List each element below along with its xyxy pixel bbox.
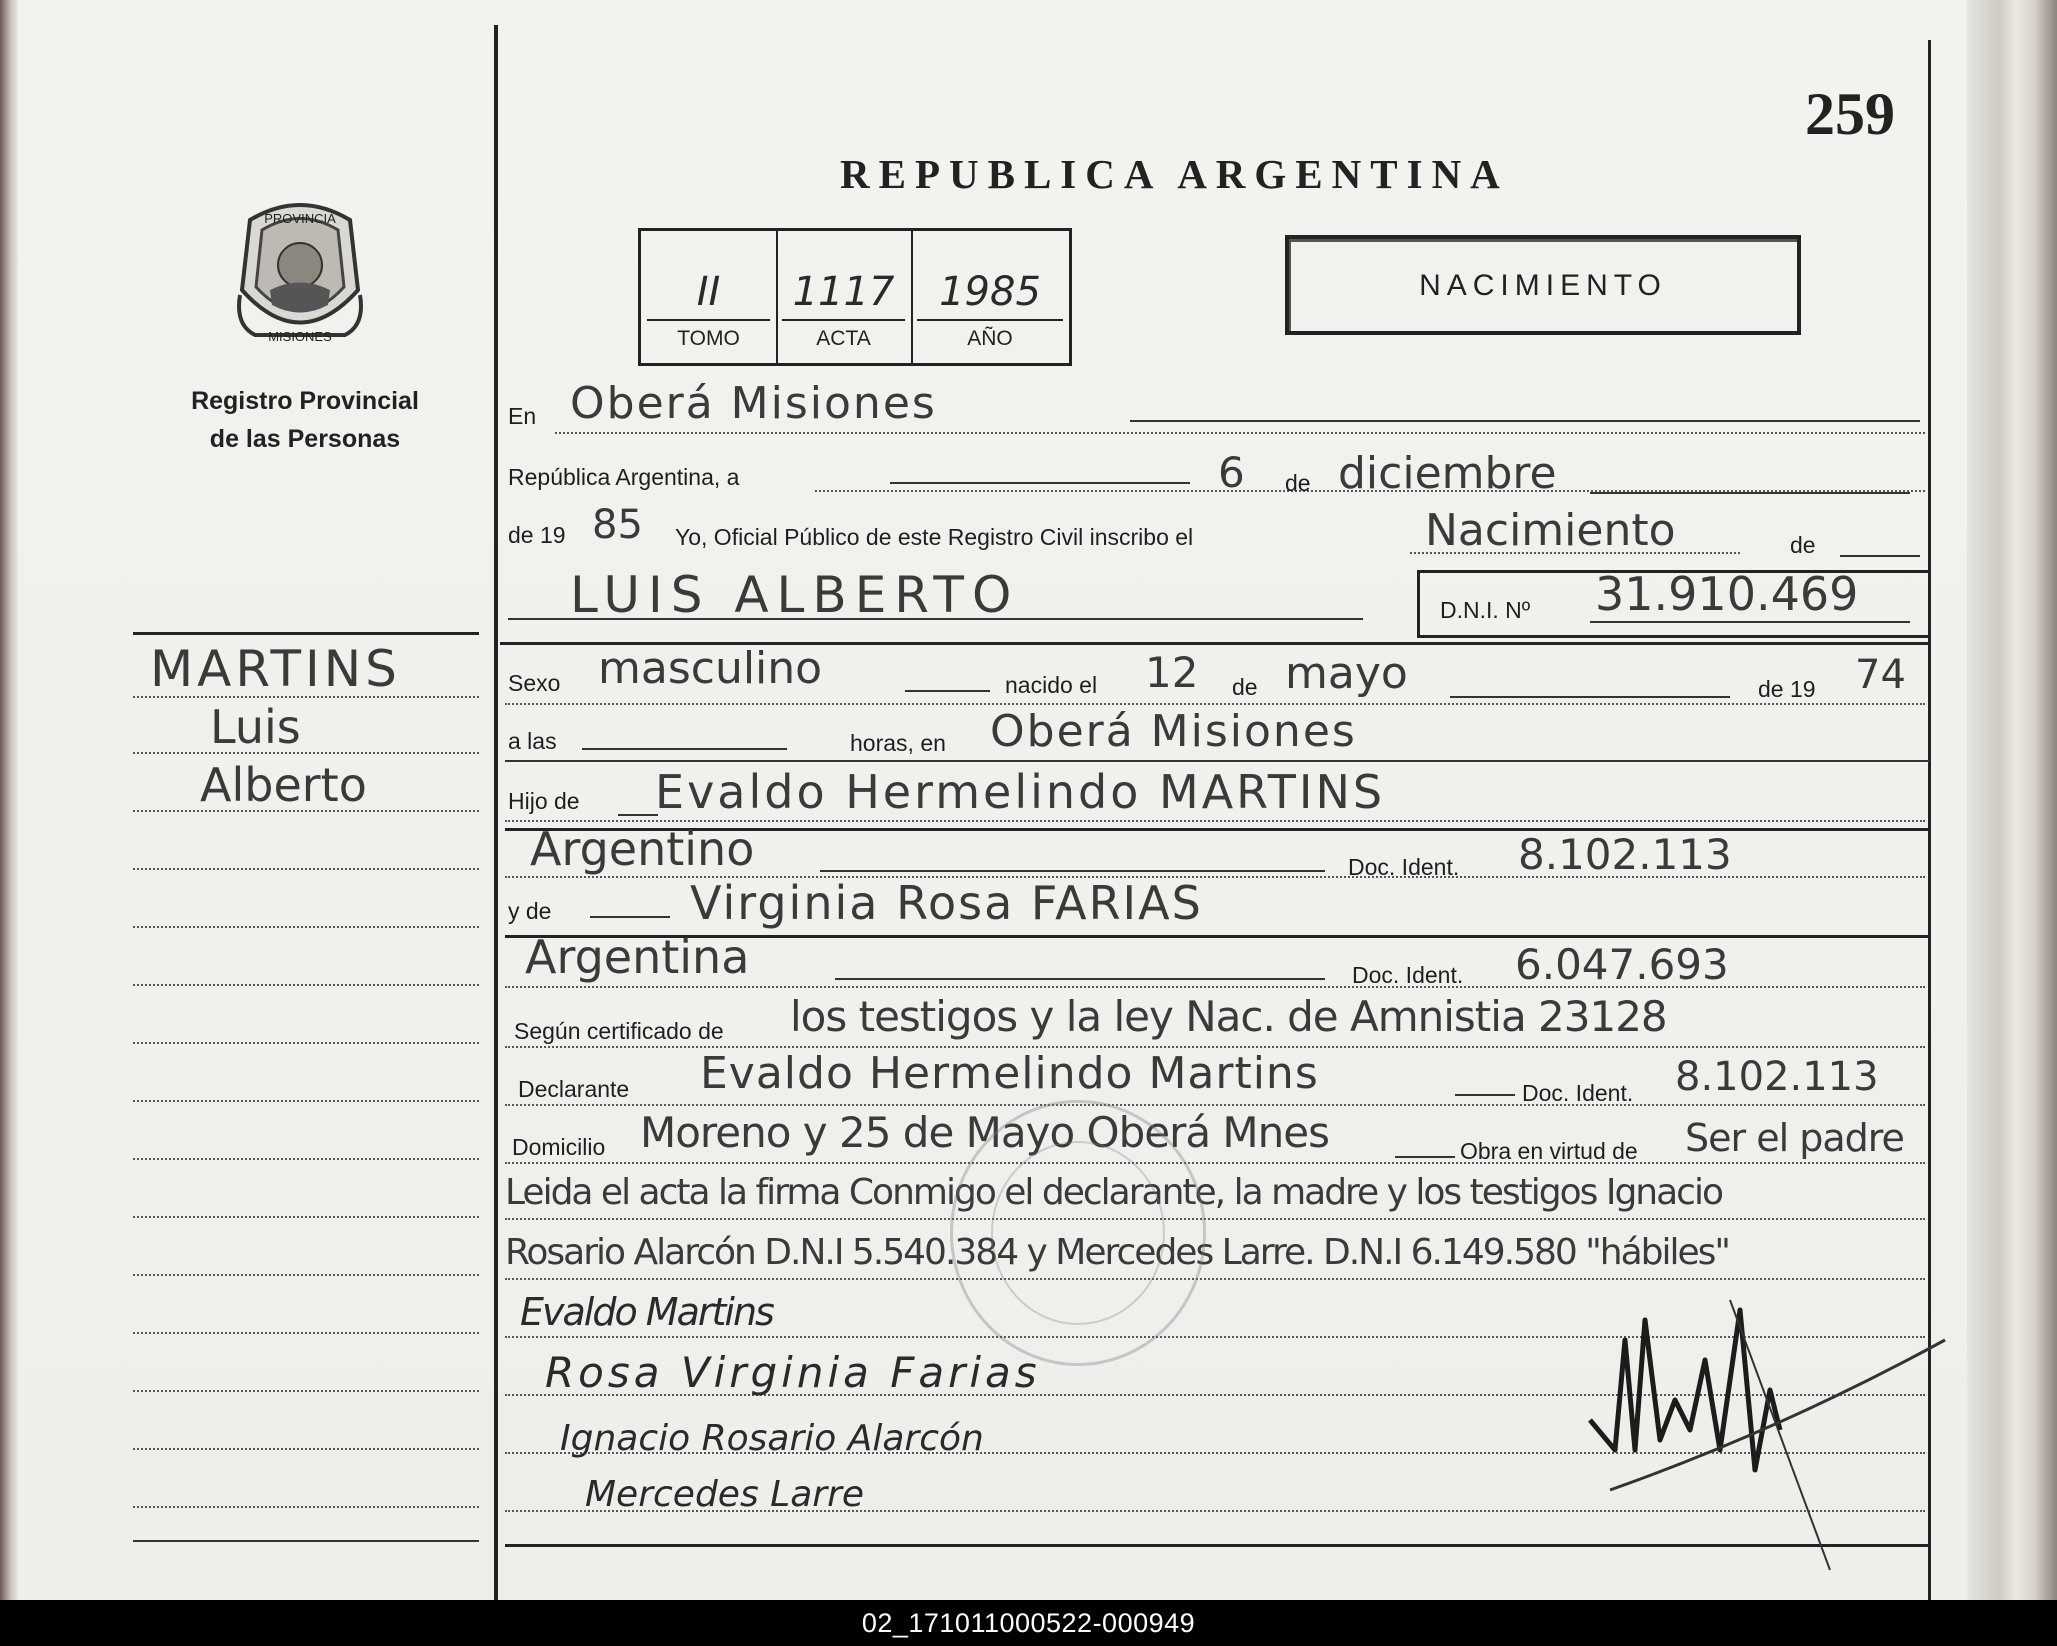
ruled-line xyxy=(505,1162,1925,1164)
ruled-line xyxy=(1590,492,1910,494)
registered-name: LUIS ALBERTO xyxy=(570,566,1020,624)
acta-cell xyxy=(776,231,913,363)
certificate-basis: los testigos y la ley Nac. de Amnistia 23128 xyxy=(790,992,1667,1041)
anio-cell xyxy=(911,231,1069,363)
seal-top-text: PROVINCIA xyxy=(264,211,336,226)
signature-declarant: Evaldo Martins xyxy=(520,1290,773,1334)
image-caption: 02_171011000522-000949 xyxy=(861,1608,1196,1638)
declarant-address: Moreno y 25 de Mayo Oberá Mnes xyxy=(640,1108,1330,1157)
ruled-line xyxy=(905,690,990,692)
label-hijo-de: Hijo de xyxy=(508,788,580,814)
margin-surname: MARTINS xyxy=(150,640,401,698)
ruled-line xyxy=(555,432,1925,434)
label-de-19: de 19 xyxy=(508,522,566,548)
father-nationality: Argentino xyxy=(530,822,755,876)
ruled-line xyxy=(618,814,658,816)
margin-given-name-1: Luis xyxy=(210,700,301,754)
ruled-line xyxy=(505,760,1930,762)
ruled-line xyxy=(835,978,1325,980)
label-obra: Obra en virtud de xyxy=(1460,1138,1638,1164)
ruled-line xyxy=(1590,621,1910,623)
label-doc-ident-1: Doc. Ident. xyxy=(1348,854,1460,880)
signature-mother: Rosa Virginia Farias xyxy=(545,1348,1041,1397)
ruled-line xyxy=(1840,555,1920,557)
ruled-line xyxy=(890,482,1190,484)
label-horas-en: horas, en xyxy=(850,730,946,756)
registration-day: 6 xyxy=(1218,448,1245,497)
margin-given-name-2: Alberto xyxy=(200,758,367,812)
by-virtue-of: Ser el padre xyxy=(1685,1116,1904,1160)
tomo-label: TOMO xyxy=(677,327,740,350)
official-signature-icon xyxy=(1580,1280,1950,1580)
father-doc: 8.102.113 xyxy=(1518,830,1732,879)
tomo-value: II xyxy=(696,269,721,315)
ruled-line xyxy=(1455,1094,1515,1096)
footer-bar xyxy=(0,1600,2057,1646)
ruled-line xyxy=(1395,1156,1455,1158)
registration-year: 85 xyxy=(592,502,643,548)
mother-doc: 6.047.693 xyxy=(1515,940,1729,989)
acta-label: ACTA xyxy=(816,327,871,350)
label-de-19b: de 19 xyxy=(1758,676,1816,702)
label-yo-oficial: Yo, Oficial Público de este Registro Civil inscribo el xyxy=(675,524,1194,550)
birth-year: 74 xyxy=(1855,652,1906,698)
dni-box xyxy=(1417,567,1931,638)
registry-office-line2: de las Personas xyxy=(209,425,401,453)
margin-divider xyxy=(494,25,498,1600)
label-sexo: Sexo xyxy=(508,670,561,696)
signature-witness-1: Ignacio Rosario Alarcón xyxy=(560,1418,984,1459)
ruled-line xyxy=(1410,552,1740,554)
label-doc-ident-2: Doc. Ident. xyxy=(1352,962,1464,988)
note-line-1: Leida el acta la firma Conmigo el declarante, la madre y los testigos Ignacio xyxy=(505,1172,1723,1213)
ruled-line xyxy=(505,1104,1925,1106)
document-title: REPUBLICA ARGENTINA xyxy=(840,151,1509,197)
note-line-2: Rosario Alarcón D.N.I 5.540.384 y Mercedes Larre. D.N.I 6.149.580 "hábiles" xyxy=(505,1232,1729,1273)
label-de-1: de xyxy=(1285,470,1311,496)
dni-number: 31.910.469 xyxy=(1595,567,1859,621)
book-spine-edge xyxy=(0,0,18,1600)
ruled-line xyxy=(582,748,787,750)
label-a-las: a las xyxy=(508,728,557,754)
registration-place: Oberá Misiones xyxy=(570,378,937,429)
ruled-line xyxy=(1450,696,1730,698)
label-domicilio: Domicilio xyxy=(512,1134,606,1160)
birth-place: Oberá Misiones xyxy=(990,706,1357,757)
ruled-line xyxy=(505,986,1925,988)
label-declarante: Declarante xyxy=(518,1076,630,1102)
label-doc-ident-3: Doc. Ident. xyxy=(1522,1080,1634,1106)
registry-stamp xyxy=(950,1100,1206,1366)
margin-separator xyxy=(133,632,479,635)
record-reference-box xyxy=(638,228,1072,366)
tomo-cell xyxy=(641,231,778,363)
anio-value: 1985 xyxy=(939,269,1041,315)
label-republica: República Argentina, a xyxy=(508,464,740,490)
birth-month: mayo xyxy=(1285,648,1408,699)
label-de-2: de xyxy=(1790,532,1816,558)
book-page-stack xyxy=(1967,0,2057,1600)
registered-act: Nacimiento xyxy=(1425,505,1676,556)
declarant-doc: 8.102.113 xyxy=(1675,1054,1879,1100)
page-number: 259 xyxy=(1805,81,1895,147)
registry-office-line1: Registro Provincial xyxy=(191,387,419,415)
anio-label: AÑO xyxy=(967,327,1013,350)
registration-month: diciembre xyxy=(1338,448,1557,499)
mother-nationality: Argentina xyxy=(525,930,750,984)
ruled-line xyxy=(508,618,1363,620)
record-type: NACIMIENTO xyxy=(1419,269,1667,302)
father-name: Evaldo Hermelindo MARTINS xyxy=(655,765,1386,819)
signature-witness-2: Mercedes Larre xyxy=(585,1474,865,1515)
label-nacido: nacido el xyxy=(1005,672,1098,698)
label-de-3: de xyxy=(1232,674,1258,700)
label-en: En xyxy=(508,403,537,429)
ruled-line xyxy=(590,916,670,918)
sex-value: masculino xyxy=(598,643,823,694)
acta-value: 1117 xyxy=(792,269,895,315)
ruled-line xyxy=(505,703,1925,705)
record-type-box xyxy=(1285,235,1801,335)
seal-bottom-text: MISIONES xyxy=(268,329,332,344)
declarant-name: Evaldo Hermelindo Martins xyxy=(700,1048,1319,1099)
registry-office-label xyxy=(160,382,450,458)
birth-day: 12 xyxy=(1145,648,1199,697)
ruled-line xyxy=(505,1218,1925,1220)
ruled-line xyxy=(1130,420,1920,422)
mother-name: Virginia Rosa FARIAS xyxy=(690,876,1203,930)
provincial-seal-icon xyxy=(230,195,370,350)
label-y-de: y de xyxy=(508,898,552,924)
label-segun: Según certificado de xyxy=(514,1018,724,1044)
ruled-line xyxy=(820,870,1325,872)
label-dni: D.N.I. Nº xyxy=(1440,597,1531,623)
